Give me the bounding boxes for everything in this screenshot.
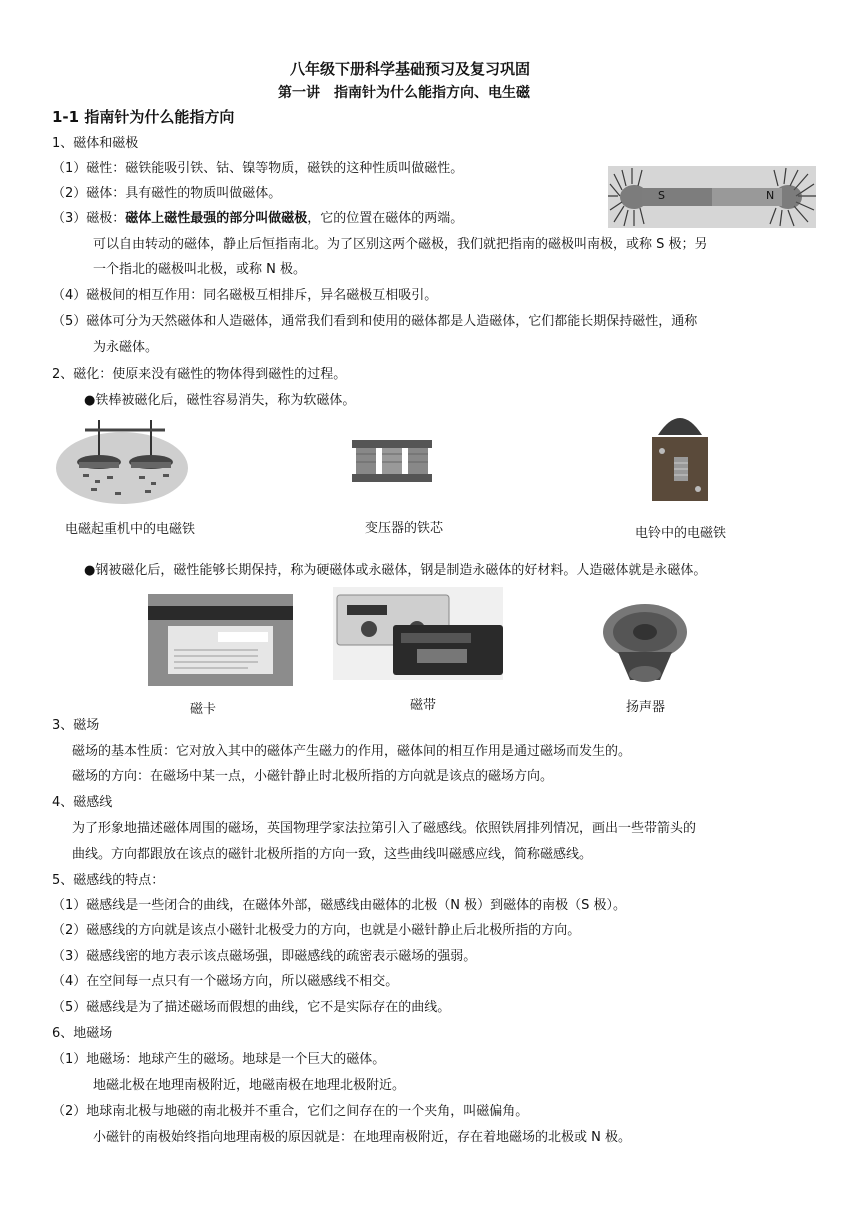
part5-item-5: （5）磁感线是为了描述磁场而假想的曲线，它不是实际存在的曲线。 [52,1000,451,1015]
part4-heading: 4、磁感线 [52,795,113,810]
part1-item-5-cont: 为永磁体。 [93,340,159,355]
magnetic-card-image [148,594,293,686]
part2-heading: 2、磁化：使原来没有磁性的物体得到磁性的过程。 [52,367,347,382]
lecture-subtitle: 第一讲 指南针为什么能指方向、电生磁 [278,85,530,101]
part1-item-1: （1）磁性：磁铁能吸引铁、钴、镍等物质，磁铁的这种性质叫做磁性。 [52,161,464,176]
part1-item-3-suffix: ，它的位置在磁体的两端。 [307,211,464,226]
part1-item-3-cont-1: 可以自由转动的磁体，静止后恒指南北。为了区别这两个磁极，我们就把指南的磁极叫南极，或称 S 极；另 [93,237,708,252]
part4-line-1: 为了形象地描述磁体周围的磁场，英国物理学家法拉第引入了磁感线。依照铁屑排列情况，画出一些带箭头的 [72,821,697,836]
part1-item-2: （2）磁体：具有磁性的物质叫做磁体。 [52,186,282,201]
caption-tape: 磁带 [410,698,437,713]
part6-item-2: （2）地球南北极与地磁的南北极并不重合，它们之间存在的一个夹角，叫磁偏角。 [52,1104,529,1119]
part1-heading: 1、磁体和磁极 [52,136,139,151]
part1-item-3-prefix: （3）磁极： [52,211,126,226]
transformer-core-image [346,432,438,490]
part5-item-3: （3）磁感线密的地方表示该点磁场强，即磁感线的疏密表示磁场的强弱。 [52,949,477,964]
part3-line-2: 磁场的方向：在磁场中某一点，小磁针静止时北极所指的方向就是该点的磁场方向。 [72,769,554,784]
section-heading: 1-1 指南针为什么能指方向 [52,108,235,126]
electric-bell-image [650,407,710,502]
part1-item-5: （5）磁体可分为天然磁体和人造磁体，通常我们看到和使用的磁体都是人造磁体，它们都能长期保持磁性，通称 [52,314,698,329]
part3-line-1: 磁场的基本性质：它对放入其中的磁体产生磁力的作用，磁体间的相互作用是通过磁场而发生的。 [72,744,632,759]
part6-item-2-cont: 小磁针的南极始终指向地理南极的原因就是：在地理南极附近，存在着地磁场的北极或 N 极。 [93,1130,631,1145]
crane-electromagnet-image [55,418,189,504]
part1-item-3 [52,210,463,228]
bar-magnet-image [608,166,816,228]
part6-item-1: （1）地磁场：地球产生的磁场。地球是一个巨大的磁体。 [52,1052,386,1067]
part5-item-1: （1）磁感线是一些闭合的曲线，在磁体外部，磁感线由磁体的北极（N 极）到磁体的南极（S 极）。 [52,898,627,913]
page-title: 八年级下册科学基础预习及复习巩固 [290,60,531,78]
part6-item-1-cont: 地磁北极在地理南极附近，地磁南极在地理北极附近。 [93,1078,406,1093]
magnet-s-label: S [658,189,665,202]
part5-item-4: （4）在空间每一点只有一个磁场方向，所以磁感线不相交。 [52,974,399,989]
caption-crane: 电磁起重机中的电磁铁 [65,522,196,537]
part1-item-3-bold: 磁体上磁性最强的部分叫做磁极 [125,211,308,226]
part1-item-4: （4）磁极间的相互作用：同名磁极互相排斥，异名磁极互相吸引。 [52,288,438,303]
caption-speaker: 扬声器 [626,700,666,715]
cassette-tape-image [333,587,503,680]
speaker-image [600,602,690,684]
part1-item-3-cont-2: 一个指北的磁极叫北极，或称 N 极。 [93,262,306,277]
part5-heading: 5、磁感线的特点： [52,873,165,888]
part5-item-2: （2）磁感线的方向就是该点小磁针北极受力的方向，也就是小磁针静止后北极所指的方向。 [52,923,581,938]
caption-bell: 电铃中的电磁铁 [635,526,727,541]
soft-magnet-line: ●铁棒被磁化后，磁性容易消失，称为软磁体。 [84,393,356,408]
magnet-n-label: N [766,189,775,202]
part3-heading: 3、磁场 [52,718,100,733]
hard-magnet-line: ●钢被磁化后，磁性能够长期保持，称为硬磁体或永磁体，钢是制造永磁体的好材料。人造磁体就是永磁体。 [84,563,707,578]
caption-transformer: 变压器的铁芯 [365,521,444,536]
part4-line-2: 曲线。方向都跟放在该点的磁针北极所指的方向一致，这些曲线叫磁感应线，简称磁感线。 [72,847,593,862]
caption-card: 磁卡 [190,702,217,717]
part6-heading: 6、地磁场 [52,1026,113,1041]
